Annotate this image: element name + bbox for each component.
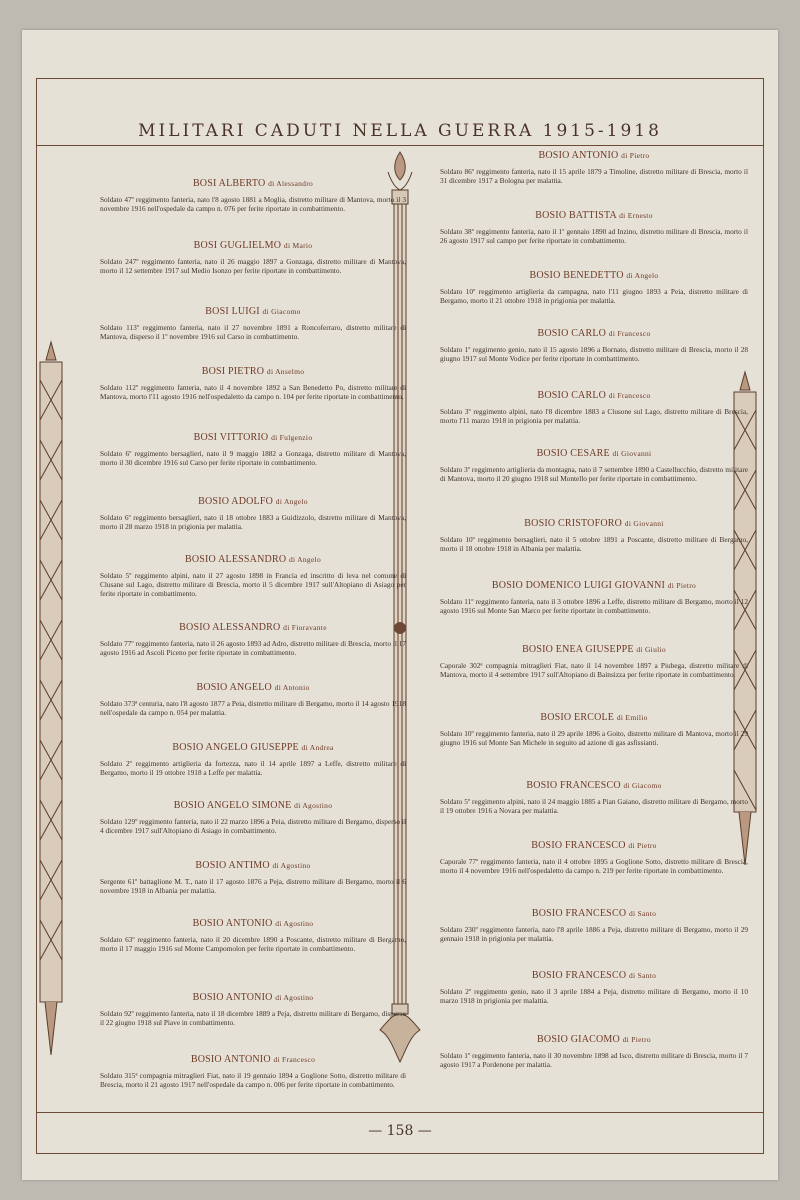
entry-text: Soldato 92º reggimento fanteria, nato il 18 dicembre 1889 a Peja, distretto militare di Bergamo, disperso il 22 giugno 1918 sul Piave in combattimento.	[100, 1009, 406, 1027]
entry-text: Soldato 230º reggimento fanteria, nato l'8 aprile 1886 a Peja, distretto militare di Bergamo, morto il 29 gennaio 1918 in prigionia per malattia.	[440, 925, 748, 943]
entry-text: Soldato 3º reggimento alpini, nato l'8 dicembre 1883 a Clusone sul Lago, distretto militare di Brescia, morto l'11 marzo 1918 in prigionia per malattia.	[440, 407, 748, 425]
header-band	[37, 79, 763, 146]
list-item	[100, 800, 406, 835]
entry-text: Soldato 6º reggimento bersaglieri, nato il 9 maggio 1882 a Gonzaga, distretto militare di Mantova, morto il 30 dicembre 1916 sul Carso per ferite riportate in combattimento.	[100, 449, 406, 467]
entry-text: Soldato 112º reggimento fanteria, nato il 4 novembre 1892 a San Benedetto Po, distretto militare di Mantova, morto l'11 agosto 1916 nell'ospedaletto da campo n. 104 per ferite riportate in combattimento.	[100, 383, 406, 401]
list-item	[440, 390, 748, 425]
entry-text: Soldato 247º reggimento fanteria, nato il 26 maggio 1897 a Gonzaga, distretto militare di Mantova, morto il 12 settembre 1917 sul Medio Isonzo per ferite riportate in combattimento.	[100, 257, 406, 275]
list-item	[440, 270, 748, 305]
entry-name: BOSIO FRANCESCO di Santo	[531, 970, 657, 981]
entry-text: Soldato 2º reggimento genio, nato il 3 aprile 1884 a Peja, distretto militare di Bergamo, morto il 10 marzo 1918 in prigionia per malattia.	[440, 987, 748, 1005]
entry-name: BOSI VITTORIO di Fulgenzio	[193, 432, 313, 443]
entry-name: BOSI PIETRO di Anselmo	[201, 366, 305, 377]
list-item	[100, 992, 406, 1027]
entry-name: BOSIO FRANCESCO di Giacomo	[526, 780, 662, 791]
entry-text: Soldato 2º reggimento artiglieria da fortezza, nato il 14 aprile 1897 a Leffe, distretto militare di Bergamo, morto il 19 ottobre 1918 a Leffe per malattia.	[100, 759, 406, 777]
entry-text: Soldato 77º reggimento fanteria, nato il 26 agosto 1893 ad Adro, distretto militare di Brescia, morto il 17 agosto 1916 ad Ascoli Piceno per ferite riportate in combattimento.	[100, 639, 406, 657]
entry-name: BOSIO ANTONIO di Agostino	[192, 992, 314, 1003]
entry-name: BOSIO FRANCESCO di Pietro	[531, 840, 657, 851]
page-sheet	[22, 30, 778, 1180]
entry-text: Soldato 5º reggimento alpini, nato il 24 maggio 1885 a Pian Gaiano, distretto militare di Bergamo, morto il 19 ottobre 1916 a Novara per malattia.	[440, 797, 748, 815]
list-item	[440, 150, 748, 185]
list-item	[100, 240, 406, 275]
list-item	[440, 970, 748, 1005]
list-item	[100, 1054, 406, 1089]
list-item	[440, 328, 748, 363]
entry-name: BOSIO ALESSANDRO di Fioravante	[179, 622, 327, 633]
list-item	[100, 918, 406, 953]
entry-name: BOSIO CRISTOFORO di Giovanni	[524, 518, 664, 529]
list-item	[440, 840, 748, 875]
list-item	[100, 860, 406, 895]
entry-text: Soldato 10º reggimento artiglieria da campagna, nato l'11 giugno 1893 a Peia, distretto militare di Bergamo, morto il 21 ottobre 1918 in prigionia per malattia.	[440, 287, 748, 305]
entry-name: BOSIO ADOLFO di Angelo	[198, 496, 308, 507]
list-item	[100, 622, 406, 657]
entry-text: Soldato 47º reggimento fanteria, nato l'8 agosto 1881 a Moglia, distretto militare di Mantova, morto il 3 novembre 1916 nell'ospedale da campo n. 076 per ferite riportate in combattimento.	[100, 195, 406, 213]
footer-band	[37, 1112, 763, 1153]
entry-name: BOSIO ANTIMO di Agostino	[195, 860, 311, 871]
list-item	[100, 432, 406, 467]
entry-name: BOSIO ANTONIO di Francesco	[190, 1054, 316, 1065]
entry-name: BOSIO FRANCESCO di Santo	[531, 908, 657, 919]
list-item	[440, 644, 748, 679]
list-item	[100, 742, 406, 777]
entry-name: BOSIO GIACOMO di Pietro	[537, 1034, 651, 1045]
entry-name: BOSIO CARLO di Francesco	[537, 390, 651, 401]
entry-text: Soldato 10º reggimento fanteria, nato il 29 aprile 1896 a Goito, distretto militare di Mantova, morto il 29 giugno 1916 sul Monte San Michele in seguito ad azione di gas asfissianti.	[440, 729, 748, 747]
entry-text: Soldato 10º reggimento bersaglieri, nato il 5 ottobre 1891 a Poscante, distretto militare di Bergamo, morto il 18 ottobre 1918 in Albania per malattia.	[440, 535, 748, 553]
list-item	[100, 682, 406, 717]
list-item	[100, 554, 406, 598]
list-item	[440, 448, 748, 483]
entry-name: BOSIO ANTONIO di Pietro	[538, 150, 650, 161]
left-fasces-ornament	[34, 340, 68, 1060]
list-item	[440, 210, 748, 245]
list-item	[440, 908, 748, 943]
list-item	[100, 366, 406, 401]
entry-name: BOSI ALBERTO di Alessandro	[192, 178, 314, 189]
entry-text: Soldato 315ª compagnia mitraglieri Fiat, nato il 19 gennaio 1894 a Goglione Sotto, distretto militare di Brescia, morto il 21 agosto 1917 nell'ospedale da campo n. 006 per ferite riportate in combattimento.	[100, 1071, 406, 1089]
list-item	[440, 712, 748, 747]
entry-name: BOSIO ENEA GIUSEPPE di Giulio	[522, 644, 666, 655]
entry-name: BOSIO ANTONIO di Agostino	[192, 918, 314, 929]
entry-text: Caporale 302ª compagnia mitraglieri Fiat, nato il 14 novembre 1897 a Piubega, distretto militare di Mantova, morto il 4 settembre 1917 sull'Altopiano di Bainsizza per ferite riportate in combattimento.	[440, 661, 748, 679]
entry-text: Soldato 113º reggimento fanteria, nato il 27 novembre 1891 a Roncoferraro, distretto militare di Mantova, disperso il 1º novembre 1916 sul Carso in combattimento.	[100, 323, 406, 341]
entry-name: BOSIO ANGELO di Antonio	[196, 682, 310, 693]
list-item	[100, 306, 406, 341]
entry-text: Soldato 1º reggimento fanteria, nato il 30 novembre 1898 ad Isco, distretto militare di Brescia, morto il 7 agosto 1917 a Pordenone per malattia.	[440, 1051, 748, 1069]
entry-name: BOSIO CARLO di Francesco	[537, 328, 651, 339]
entry-text: Soldato 63º reggimento fanteria, nato il 20 dicembre 1890 a Poscante, distretto militare di Bergamo, morto il 17 maggio 1916 sul Monte Campomolon per ferite riportate in combattimento.	[100, 935, 406, 953]
entry-text: Soldato 5º reggimento alpini, nato il 27 agosto 1898 in Francia ed inscritto di leva nel comune di Clusane sul Lago, distretto militare di Brescia, morto il 5 dicembre 1917 sull'Altopiano di Asiago per ferite riportate in combattimento.	[100, 571, 406, 598]
entry-name: BOSIO ANGELO GIUSEPPE di Andrea	[172, 742, 334, 753]
entry-name: BOSIO ANGELO SIMONE di Agostino	[173, 800, 333, 811]
page-title: MILITARI CADUTI NELLA GUERRA 1915-1918	[138, 121, 662, 141]
entry-text: Soldato 1º reggimento genio, nato il 15 agosto 1896 a Bornato, distretto militare di Brescia, morto il 28 giugno 1917 sul Monte Vodice per ferite riportate in combattimento.	[440, 345, 748, 363]
page-number: — 158 —	[368, 1123, 432, 1139]
entry-name: BOSIO CESARE di Giovanni	[536, 448, 652, 459]
entry-name: BOSI LUIGI di Giacomo	[205, 306, 301, 317]
list-item	[440, 1034, 748, 1069]
entry-text: Sergente 61º battaglione M. T., nato il 17 agosto 1876 a Peja, distretto militare di Bergamo, morto il 6 novembre 1918 in Albania per malattia.	[100, 877, 406, 895]
list-item	[100, 178, 406, 213]
entry-text: Soldato 38º reggimento fanteria, nato il 1º gennaio 1890 ad Inzino, distretto militare di Brescia, morto il 26 agosto 1917 sul campo per ferite riportate in combattimento.	[440, 227, 748, 245]
entry-text: Soldato 6º reggimento bersaglieri, nato il 18 ottobre 1883 a Guidizzolo, distretto militare di Mantova, morto il 28 marzo 1918 in prigionia per malattia.	[100, 513, 406, 531]
entry-text: Soldato 11º reggimento fanteria, nato il 3 ottobre 1896 a Leffe, distretto militare di Bergamo, morto il 12 agosto 1916 sul Monte San Marco per ferite riportate in combattimento.	[440, 597, 748, 615]
entry-name: BOSIO ERCOLE di Emilio	[540, 712, 648, 723]
list-item	[100, 496, 406, 531]
entry-name: BOSIO BATTISTA di Ernesto	[535, 210, 653, 221]
list-item	[440, 780, 748, 815]
entry-text: Caporale 77º reggimento fanteria, nato il 4 ottobre 1895 a Goglione Sotto, distretto militare di Brescia, morto il 4 novembre 1916 nell'ospedaletto da campo n. 219 per ferite riportate in combattimento.	[440, 857, 748, 875]
entry-name: BOSIO DOMENICO LUIGI GIOVANNI di Pietro	[491, 580, 697, 591]
entry-text: Soldato 373ª centuria, nato l'8 agosto 1877 a Peia, distretto militare di Bergamo, morto il 14 agosto 1918 nell'ospedale da campo n. 054 per malattia.	[100, 699, 406, 717]
list-item	[440, 518, 748, 553]
entry-text: Soldato 129º reggimento fanteria, nato il 22 marzo 1896 a Peia, distretto militare di Bergamo, disperso il 4 dicembre 1917 sull'Altopiano di Asiago in combattimento.	[100, 817, 406, 835]
list-item	[440, 580, 748, 615]
entry-text: Soldato 3º reggimento artiglieria da montagna, nato il 7 settembre 1890 a Castellucchio, distretto militare di Mantova, morto il 20 giugno 1918 sul Montello per ferite riportate in combattimento.	[440, 465, 748, 483]
entry-text: Soldato 86º reggimento fanteria, nato il 15 aprile 1879 a Timoline, distretto militare di Brescia, morto il 31 dicembre 1917 a Bologna per malattia.	[440, 167, 748, 185]
entry-name: BOSIO ALESSANDRO di Angelo	[184, 554, 322, 565]
entry-name: BOSI GUGLIELMO di Mario	[193, 240, 313, 251]
entry-name: BOSIO BENEDETTO di Angelo	[529, 270, 659, 281]
